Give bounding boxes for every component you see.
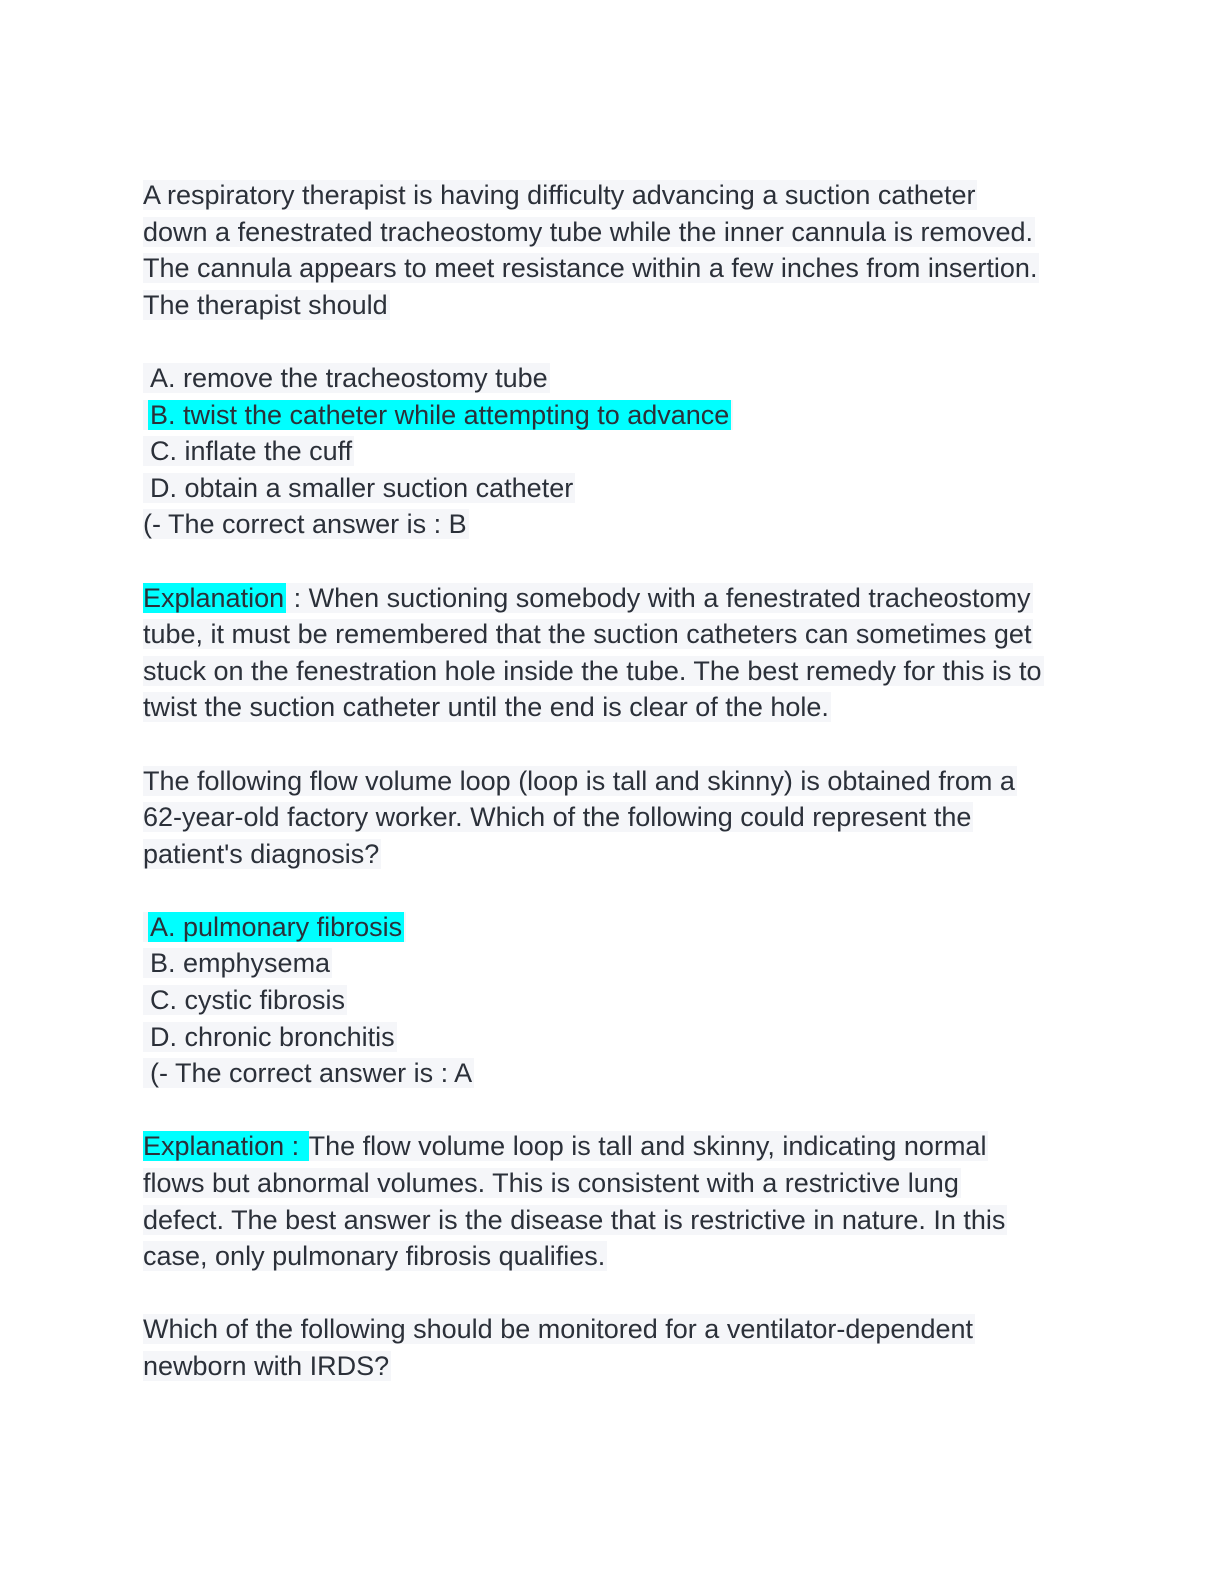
- explanation-line: twist the suction catheter until the end is clear of the hole.: [143, 692, 829, 723]
- explanation-line: defect. The best answer is the disease that is restrictive in nature. In this: [143, 1204, 1006, 1235]
- explanation-label: Explanation: [143, 582, 285, 613]
- correct-answer: (- The correct answer is : A: [143, 1055, 1103, 1092]
- spacer: [143, 872, 1103, 909]
- question-2-line: The following flow volume loop (loop is tall and skinny) is obtained from a: [143, 765, 1015, 796]
- question-2-line: patient's diagnosis?: [143, 838, 380, 869]
- option-c: C. inflate the cuff: [143, 433, 1103, 470]
- question-1-line: A respiratory therapist is having difficulty advancing a suction catheter: [143, 180, 976, 210]
- explanation-line: case, only pulmonary fibrosis qualifies.: [143, 1241, 606, 1272]
- explanation-line: stuck on the fenestration hole inside the tube. The best remedy for this is to: [143, 655, 1042, 686]
- explanation-line: Explanation : The flow volume loop is tall and skinny, indicating normal: [143, 1131, 987, 1162]
- spacer: [143, 726, 1103, 763]
- question-3: [143, 1311, 1103, 1384]
- explanation-line: flows but abnormal volumes. This is consistent with a restrictive lung: [143, 1168, 959, 1199]
- option-d: D. chronic bronchitis: [143, 1019, 1103, 1056]
- question-1-line: The therapist should: [143, 289, 388, 320]
- question-2-explanation: [143, 1128, 1103, 1274]
- explanation-line: tube, it must be remembered that the suction catheters can sometimes get: [143, 619, 1032, 650]
- question-2-line: 62-year-old factory worker. Which of the following could represent the: [143, 802, 972, 833]
- explanation-label: Explanation :: [143, 1131, 307, 1162]
- option-a: A. remove the tracheostomy tube: [143, 360, 1103, 397]
- explanation-line: Explanation : When suctioning somebody with a fenestrated tracheostomy: [143, 582, 1031, 613]
- question-3-line: newborn with IRDS?: [143, 1351, 390, 1381]
- document-page: [143, 177, 1103, 1385]
- question-1-line: The cannula appears to meet resistance within a few inches from insertion.: [143, 253, 1038, 284]
- option-b: B. emphysema: [143, 945, 1103, 982]
- question-2-options: [143, 909, 1103, 1092]
- option-b-highlighted: B. twist the catheter while attempting to advance: [143, 397, 1103, 434]
- option-a-highlighted: A. pulmonary fibrosis: [143, 909, 1103, 946]
- option-d: D. obtain a smaller suction catheter: [143, 470, 1103, 507]
- option-c: C. cystic fibrosis: [143, 982, 1103, 1019]
- question-3-line: Which of the following should be monitored for a ventilator-dependent: [143, 1314, 973, 1345]
- spacer: [143, 543, 1103, 580]
- spacer: [143, 1092, 1103, 1129]
- spacer: [143, 1275, 1103, 1312]
- question-1-explanation: [143, 580, 1103, 726]
- correct-answer: (- The correct answer is : B: [143, 509, 467, 540]
- question-1: [143, 177, 1103, 323]
- question-2: [143, 763, 1103, 873]
- spacer: [143, 323, 1103, 360]
- question-1-options: [143, 360, 1103, 543]
- question-1-line: down a fenestrated tracheostomy tube while the inner cannula is removed.: [143, 216, 1034, 247]
